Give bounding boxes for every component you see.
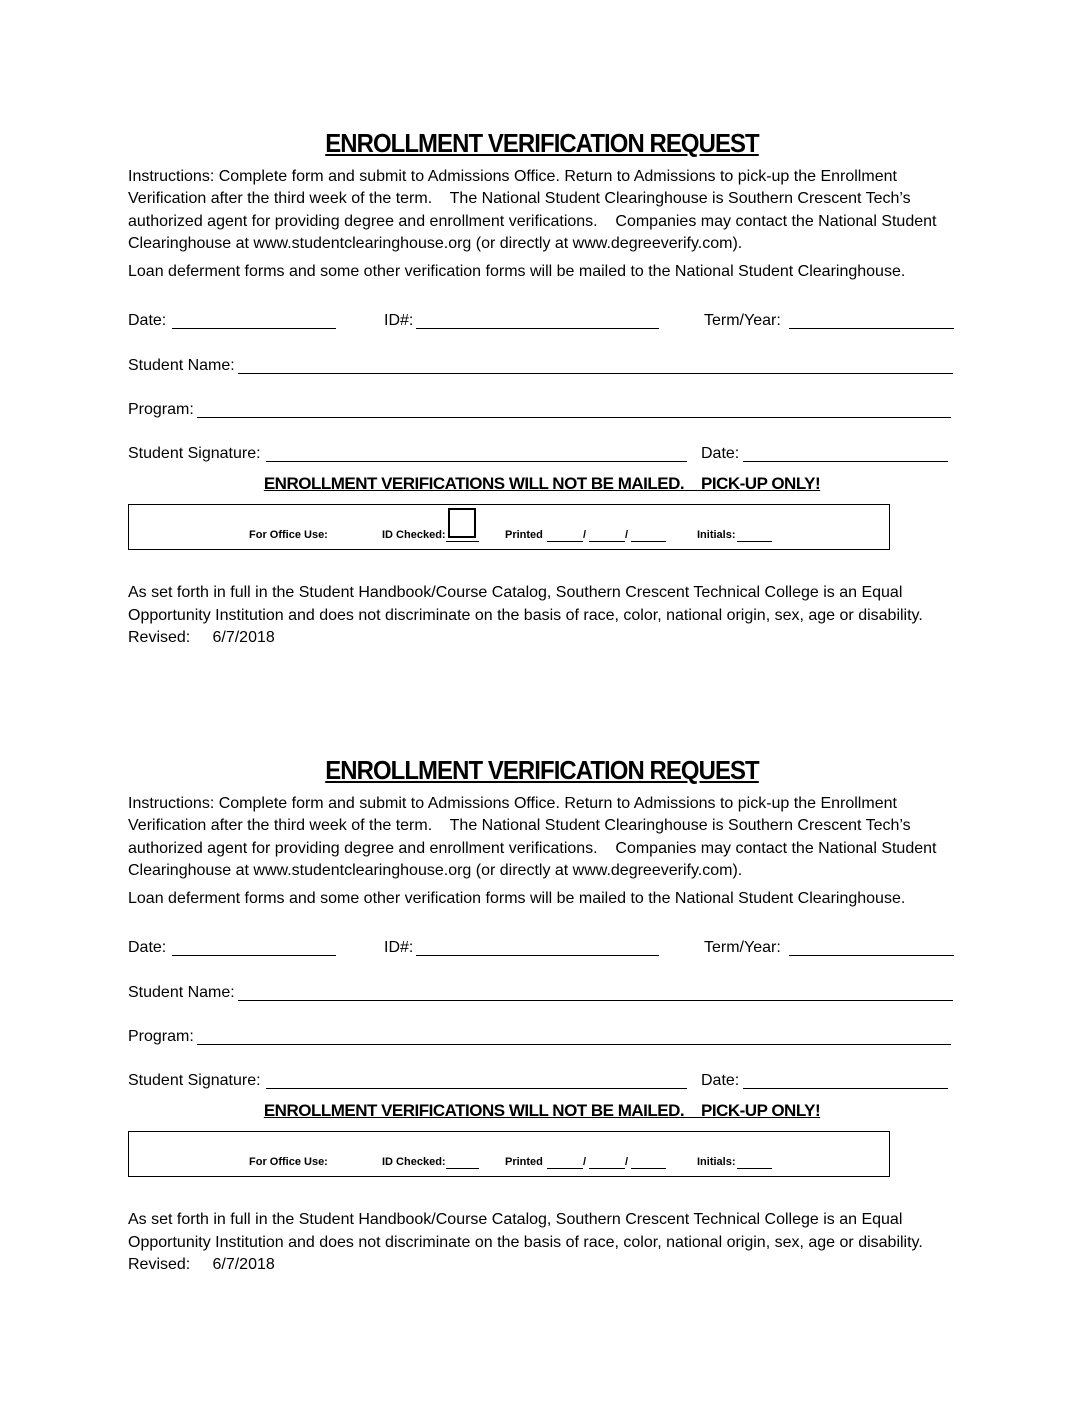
date-id-term-row (128, 938, 956, 960)
printed-day-field[interactable] (589, 541, 625, 542)
student-name-label: Student Name: (128, 984, 235, 1001)
printed-year-field[interactable] (631, 1168, 666, 1169)
office-use-box (128, 504, 890, 550)
instructions-line: authorized agent for providing degree and enrollment verifications. Companies may contact the National Student (128, 212, 937, 230)
instructions-line: Verification after the third week of the term. The National Student Clearinghouse is Southern Crescent Tech’s (128, 817, 911, 835)
printed-label: Printed (505, 529, 543, 541)
id-label: ID#: (384, 939, 414, 956)
id-checked-field[interactable] (446, 541, 479, 542)
student-name-field[interactable] (238, 1000, 953, 1001)
signature-row (128, 1071, 956, 1093)
student-name-label: Student Name: (128, 357, 235, 374)
date-field[interactable] (172, 955, 336, 956)
initials-field[interactable] (737, 541, 772, 542)
instructions-line: Clearinghouse at www.studentclearinghouse.org (or directly at www.degreeverify.com). (128, 862, 743, 880)
printed-month-field[interactable] (547, 541, 583, 542)
eeo-line: As set forth in full in the Student Handbook/Course Catalog, Southern Crescent Technical College is an Equal (128, 584, 903, 601)
instructions-line: Instructions: Complete form and submit to Admissions Office. Return to Admissions to pick-up the Enrollment (128, 795, 897, 812)
program-row (128, 1027, 956, 1049)
initials-label: Initials: (697, 1156, 736, 1168)
student-signature-label: Student Signature: (128, 1072, 261, 1089)
student-name-row (128, 983, 956, 1005)
date-id-term-row (128, 311, 956, 333)
program-label: Program: (128, 1028, 194, 1045)
initials-label: Initials: (697, 529, 736, 541)
printed-label: Printed (505, 1156, 543, 1168)
pickup-only-notice: ENROLLMENT VERIFICATIONS WILL NOT BE MAILED. PICK-UP ONLY! (263, 474, 821, 493)
date-label: Date: (128, 939, 167, 956)
printed-day-field[interactable] (589, 1168, 625, 1169)
signature-date-label: Date: (701, 1072, 740, 1089)
instructions (128, 793, 956, 883)
printed-month-field[interactable] (547, 1168, 583, 1169)
id-checked-label: ID Checked: (382, 1156, 446, 1168)
student-name-field[interactable] (238, 373, 953, 374)
date-separator: / (583, 1156, 587, 1168)
id-field[interactable] (416, 328, 659, 329)
instructions-line: authorized agent for providing degree and enrollment verifications. Companies may contact the National Student (128, 839, 937, 857)
eeo-line: Opportunity Institution and does not discriminate on the basis of race, color, national origin, sex, age or disability. (128, 606, 923, 624)
date-separator: / (583, 529, 587, 541)
student-signature-label: Student Signature: (128, 445, 261, 462)
signature-row (128, 444, 956, 466)
date-field[interactable] (172, 328, 336, 329)
term-year-label: Term/Year: (704, 939, 781, 956)
program-label: Program: (128, 401, 194, 418)
instructions-line: Instructions: Complete form and submit to Admissions Office. Return to Admissions to pick-up the Enrollment (128, 168, 897, 185)
verification-form-2 (128, 755, 956, 1315)
pickup-only-notice: ENROLLMENT VERIFICATIONS WILL NOT BE MAILED. PICK-UP ONLY! (263, 1101, 821, 1120)
office-use-box (128, 1131, 890, 1177)
term-year-label: Term/Year: (704, 312, 781, 329)
revised-date: Revised: 6/7/2018 (128, 629, 275, 646)
instructions-line: Clearinghouse at www.studentclearinghouse.org (or directly at www.degreeverify.com). (128, 235, 743, 253)
term-year-field[interactable] (789, 955, 954, 956)
equal-opportunity-statement (128, 582, 956, 650)
term-year-field[interactable] (789, 328, 954, 329)
student-signature-field[interactable] (266, 461, 687, 462)
verification-form-1 (128, 128, 956, 688)
id-checked-label: ID Checked: (382, 529, 446, 541)
form-title: ENROLLMENT VERIFICATION REQUEST (325, 755, 759, 785)
date-separator: / (625, 529, 629, 541)
id-label: ID#: (384, 312, 414, 329)
signature-date-field[interactable] (743, 1088, 948, 1089)
signature-date-field[interactable] (743, 461, 948, 462)
loan-deferment-note: Loan deferment forms and some other verification forms will be mailed to the National Student Clearinghouse. (128, 263, 906, 280)
program-field[interactable] (197, 417, 951, 418)
printed-year-field[interactable] (631, 541, 666, 542)
student-signature-field[interactable] (266, 1088, 687, 1089)
loan-deferment-note: Loan deferment forms and some other verification forms will be mailed to the National Student Clearinghouse. (128, 890, 906, 907)
revised-date: Revised: 6/7/2018 (128, 1256, 275, 1273)
instructions-line: Verification after the third week of the term. The National Student Clearinghouse is Southern Crescent Tech’s (128, 190, 911, 208)
id-checked-checkbox[interactable] (448, 508, 476, 538)
signature-date-label: Date: (701, 445, 740, 462)
eeo-line: Opportunity Institution and does not discriminate on the basis of race, color, national origin, sex, age or disability. (128, 1233, 923, 1251)
form-title: ENROLLMENT VERIFICATION REQUEST (325, 128, 759, 158)
date-label: Date: (128, 312, 167, 329)
instructions (128, 166, 956, 256)
program-field[interactable] (197, 1044, 951, 1045)
office-use-label: For Office Use: (249, 1156, 328, 1168)
id-field[interactable] (416, 955, 659, 956)
office-use-label: For Office Use: (249, 529, 328, 541)
program-row (128, 400, 956, 422)
date-separator: / (625, 1156, 629, 1168)
eeo-line: As set forth in full in the Student Handbook/Course Catalog, Southern Crescent Technical College is an Equal (128, 1211, 903, 1228)
student-name-row (128, 356, 956, 378)
equal-opportunity-statement (128, 1209, 956, 1277)
id-checked-field[interactable] (446, 1168, 479, 1169)
initials-field[interactable] (737, 1168, 772, 1169)
